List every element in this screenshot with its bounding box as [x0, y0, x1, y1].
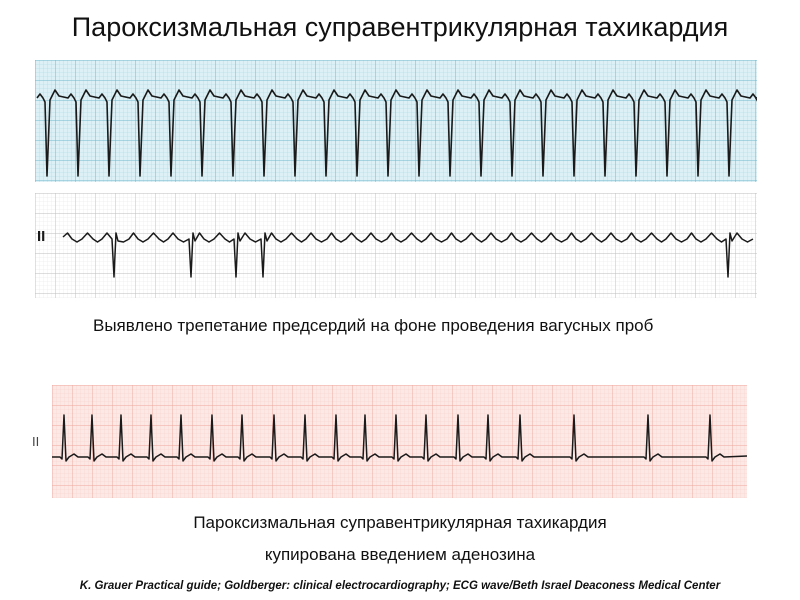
- lead-label-3: II: [32, 434, 40, 449]
- ecg-strip-3: [52, 385, 747, 498]
- caption-adenosine-2: купирована введением аденозина: [264, 545, 536, 564]
- lead-label-2: II: [37, 228, 46, 245]
- ecg-strip-1: [35, 60, 757, 182]
- caption-adenosine-1: Пароксизмальная суправентрикулярная тахикардия: [193, 513, 607, 532]
- ecg-strip-2: [35, 193, 757, 298]
- caption-flutter: Выявлено трепетание предсердий на фоне проведения вагусных проб: [93, 316, 654, 335]
- source-credit: K. Grauer Practical guide; Goldberger: clinical electrocardiography; ECG wave/Beth Israel Deaconess Medical Center: [79, 580, 721, 592]
- page-title: Пароксизмальная суправентрикулярная тахикардия: [71, 12, 729, 42]
